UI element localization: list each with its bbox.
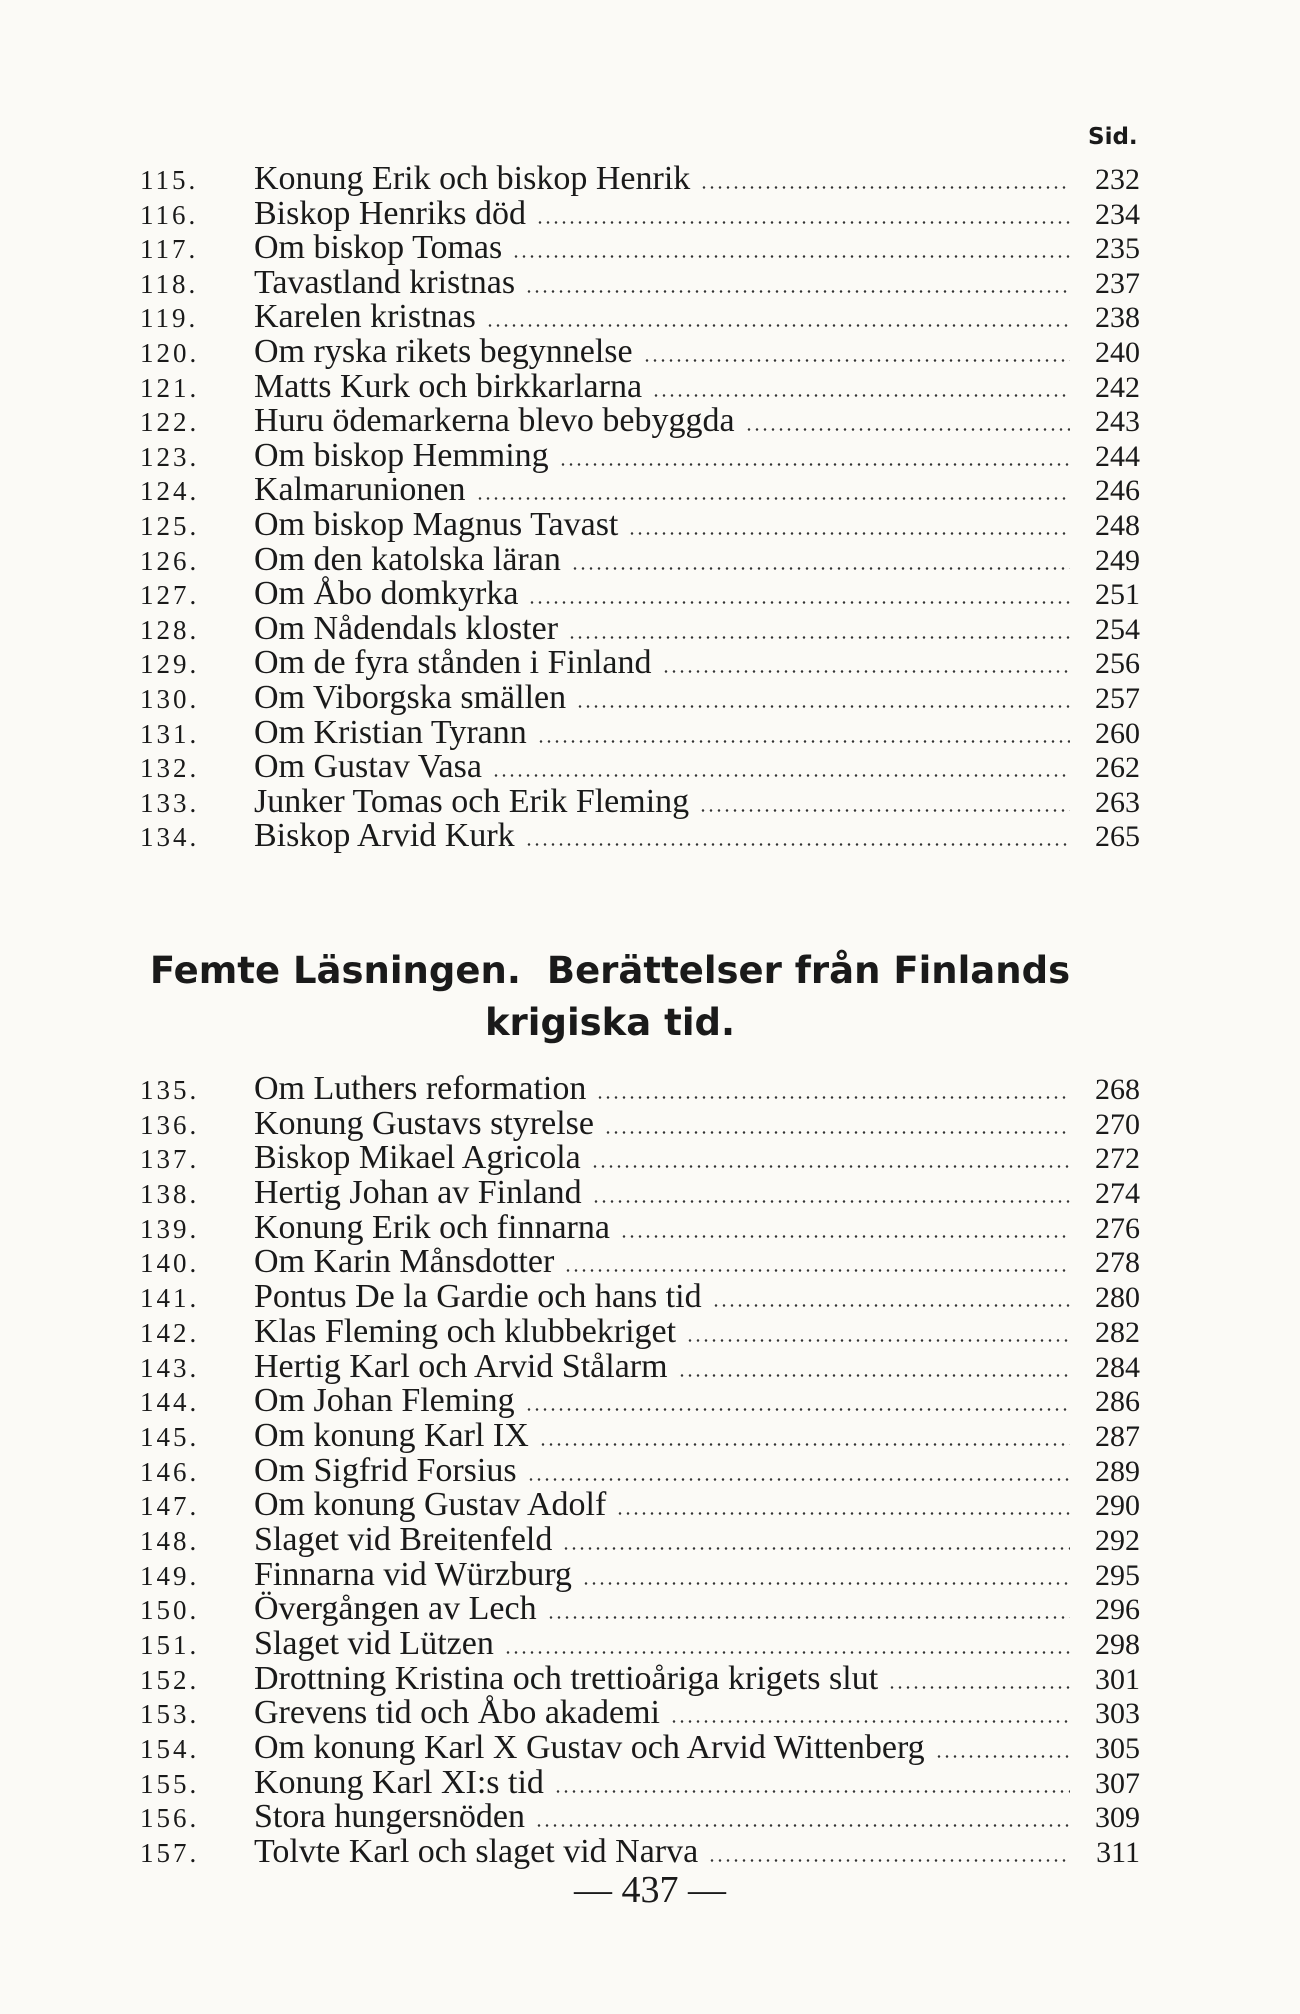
toc-entry-page: 298 (1095, 1628, 1140, 1661)
toc-entry-number: 139. (140, 1213, 200, 1244)
toc-entry-page: 289 (1095, 1454, 1140, 1488)
dot-leader (512, 255, 1070, 258)
toc-entry-title: Om biskop Magnus Tavast (254, 505, 619, 543)
toc-entry-number: 157. (140, 1838, 200, 1869)
toc-entry-number: 140. (140, 1248, 200, 1279)
dot-leader (700, 186, 1070, 189)
toc-entry (140, 646, 1140, 681)
dot-leader (576, 705, 1070, 708)
toc-entry-page: 303 (1095, 1697, 1140, 1731)
dot-leader (662, 670, 1070, 673)
toc-entry-title: Grevens tid och Åbo akademi (254, 1694, 660, 1732)
toc-entry-number: 129. (140, 649, 200, 680)
toc-entry (140, 1659, 1140, 1697)
toc-entry-title: Om Sigfrid Forsius (254, 1451, 517, 1489)
toc-entry (140, 1555, 1140, 1593)
toc-entry-number: 122. (140, 407, 200, 438)
dot-leader (559, 463, 1070, 466)
toc-entry (140, 1176, 1140, 1211)
toc-entry-number: 115. (140, 165, 199, 195)
toc-entry-page: 248 (1095, 508, 1140, 542)
toc-entry-number: 116. (140, 199, 199, 230)
toc-entry-title: Junker Tomas och Erik Fleming (254, 782, 690, 820)
toc-entry-page: 309 (1095, 1801, 1140, 1835)
toc-entry-title: Slaget vid Breitenfeld (254, 1520, 553, 1558)
toc-entry-page: 311 (1096, 1836, 1140, 1870)
dot-leader (686, 1339, 1070, 1342)
dot-leader (537, 740, 1070, 743)
page-number: — 437 — (574, 1869, 726, 1911)
toc-entry-page: 286 (1095, 1385, 1140, 1419)
toc-entry-title: Finnarna vid Würzburg (254, 1555, 572, 1593)
dot-leader (525, 290, 1070, 293)
toc-entry-number: 130. (140, 683, 200, 714)
toc-entry-title: Om Nådendals kloster (254, 609, 559, 647)
toc-entry-page: 246 (1095, 474, 1140, 508)
dot-leader (596, 1096, 1070, 1099)
toc-entry (140, 1104, 1140, 1142)
toc-entry-number: 125. (140, 510, 200, 541)
toc-entry-title: Biskop Arvid Kurk (254, 817, 515, 855)
toc-entry (140, 436, 1140, 474)
dot-leader (604, 1131, 1070, 1134)
toc-entry-title: Kalmarunionen (254, 471, 466, 509)
toc-entry (140, 1696, 1140, 1731)
toc-entry (140, 194, 1140, 232)
toc-entry-number: 146. (140, 1456, 200, 1487)
dot-leader (486, 324, 1070, 327)
dot-leader (591, 1165, 1070, 1168)
dot-leader (564, 1269, 1070, 1272)
toc-entry-number: 126. (140, 545, 200, 576)
dot-leader (535, 1824, 1070, 1827)
dot-leader (620, 1235, 1070, 1238)
toc-entry-title: Konung Erik och finnarna (254, 1208, 610, 1246)
toc-entry-title: Biskop Mikael Agricola (254, 1139, 581, 1177)
dot-leader (708, 1859, 1070, 1862)
toc-entry-title: Huru ödemarkerna blevo bebyggda (254, 402, 735, 440)
dot-leader (745, 428, 1070, 431)
toc-entry-title: Övergången av Lech (254, 1590, 537, 1628)
toc-entry (140, 473, 1140, 508)
toc-entry-title: Om Kristian Tyrann (254, 713, 527, 751)
toc-entry-number: 127. (140, 580, 200, 611)
toc-entry-page: 301 (1095, 1662, 1140, 1696)
toc-entry-number: 123. (140, 441, 200, 472)
toc-entry (140, 1072, 1140, 1107)
toc-entry-title: Om Gustav Vasa (254, 748, 482, 786)
toc-entry-page: 287 (1095, 1419, 1140, 1453)
toc-entry-number: 134. (140, 822, 200, 853)
toc-entry-title: Konung Gustavs styrelse (254, 1104, 594, 1142)
toc-entry (140, 505, 1140, 543)
toc-entry-page: 276 (1095, 1211, 1140, 1245)
dot-leader (678, 1374, 1070, 1377)
toc-entry-title: Klas Fleming och klubbekriget (254, 1312, 677, 1350)
toc-entry-title: Om Åbo domkyrka (254, 575, 519, 613)
toc-entry-number: 117. (140, 234, 199, 265)
toc-entry (140, 1835, 1140, 1870)
toc-entry-page: 265 (1095, 820, 1140, 854)
dot-leader (525, 843, 1070, 846)
toc-entry-page: 274 (1095, 1177, 1140, 1211)
dot-leader (536, 221, 1070, 224)
dot-leader (616, 1512, 1070, 1515)
toc-entry-title: Om konung Karl IX (254, 1416, 529, 1454)
toc-entry (140, 678, 1140, 716)
toc-entry-title: Om Karin Månsdotter (254, 1243, 555, 1281)
toc-entry-page: 243 (1095, 405, 1140, 439)
toc-entry-number: 145. (140, 1421, 200, 1452)
toc-entry-title: Pontus De la Gardie och hans tid (254, 1278, 702, 1316)
toc-entry-page: 232 (1095, 163, 1140, 196)
toc-entry-page: 292 (1095, 1523, 1140, 1557)
dot-leader (527, 1478, 1070, 1481)
toc-entry-title: Slaget vid Lützen (254, 1625, 494, 1662)
toc-entry-title: Drottning Kristina och trettioåriga krigets slut (254, 1659, 879, 1697)
toc-entry (140, 1592, 1140, 1627)
toc-entry-page: 284 (1095, 1350, 1140, 1384)
toc-entry (140, 300, 1140, 335)
toc-entry (140, 1280, 1140, 1315)
dot-leader (582, 1582, 1070, 1585)
toc-entry (140, 1488, 1140, 1523)
toc-entry-title: Biskop Henriks död (254, 194, 526, 232)
toc-entry-number: 154. (140, 1734, 200, 1765)
toc-entry-title: Om konung Gustav Adolf (254, 1486, 607, 1524)
toc-entry (140, 1731, 1140, 1766)
toc-entry (140, 1347, 1140, 1385)
toc-entry-page: 242 (1095, 370, 1140, 404)
toc-entry-number: 121. (140, 372, 200, 403)
toc-entry-title: Om konung Karl X Gustav och Arvid Wittenberg (254, 1729, 925, 1767)
toc-entry-page: 249 (1095, 543, 1140, 577)
toc-entry-page: 295 (1095, 1558, 1140, 1592)
toc-entry-title: Om de fyra stånden i Finland (254, 644, 652, 682)
toc-entry-page: 240 (1095, 335, 1140, 369)
dot-leader (643, 359, 1070, 362)
toc-entry-title: Konung Erik och biskop Henrik (254, 160, 691, 197)
toc-entry-title: Om biskop Hemming (254, 436, 549, 474)
toc-entry-page: 290 (1095, 1489, 1140, 1523)
toc-entry-title: Matts Kurk och birkkarlarna (254, 367, 643, 405)
toc-entry (140, 1627, 1140, 1662)
toc-entry-number: 141. (140, 1283, 200, 1314)
toc-entry-number: 150. (140, 1595, 200, 1626)
toc-entry-page: 296 (1095, 1593, 1140, 1627)
toc-entry-page: 278 (1095, 1246, 1140, 1280)
toc-entry-number: 142. (140, 1317, 200, 1348)
toc-entry-number: 128. (140, 614, 200, 645)
toc-entry-page: 234 (1095, 197, 1140, 231)
toc-entry (140, 540, 1140, 578)
toc-entry-page: 272 (1095, 1142, 1140, 1176)
dot-leader (492, 774, 1070, 777)
dot-leader (592, 1200, 1070, 1203)
toc-entry-number: 133. (140, 787, 200, 818)
toc-entry (140, 609, 1140, 647)
toc-entry-title: Om den katolska läran (254, 540, 561, 578)
toc-entry-number: 137. (140, 1144, 200, 1175)
toc-entry (140, 819, 1140, 854)
toc-entry-page: 256 (1095, 647, 1140, 681)
toc-entry (140, 332, 1140, 370)
toc-entry (140, 231, 1140, 266)
toc-entry (140, 1416, 1140, 1454)
toc-entry (140, 1208, 1140, 1246)
toc-entry-title: Om Johan Fleming (254, 1382, 515, 1420)
dot-leader (562, 1547, 1070, 1550)
toc-entry-number: 153. (140, 1699, 200, 1730)
toc-entry-number: 152. (140, 1664, 200, 1695)
toc-entry-title: Karelen kristnas (254, 298, 476, 336)
toc-entry (140, 1384, 1140, 1419)
toc-entry (140, 577, 1140, 612)
toc-entry-page: 280 (1095, 1281, 1140, 1315)
toc-entry-page: 237 (1095, 266, 1140, 300)
toc-entry-page: 307 (1095, 1766, 1140, 1800)
dot-leader (539, 1443, 1070, 1446)
toc-entry (140, 1763, 1140, 1801)
dot-leader (554, 1790, 1070, 1793)
dot-leader (528, 601, 1070, 604)
toc-entry-number: 156. (140, 1803, 200, 1834)
dot-leader (547, 1616, 1070, 1619)
toc-list-section-2 (140, 1072, 1140, 1870)
toc-entry-title: Hertig Karl och Arvid Stålarm (254, 1347, 668, 1385)
toc-entry (140, 750, 1140, 785)
section-heading-part-1: Femte Läsningen. (149, 949, 521, 992)
toc-entry-number: 118. (140, 268, 199, 299)
toc-entry-number: 151. (140, 1630, 200, 1660)
toc-entry-number: 144. (140, 1387, 200, 1418)
toc-entry (140, 1800, 1140, 1835)
toc-entry (140, 404, 1140, 439)
toc-entry-number: 149. (140, 1560, 200, 1591)
page-column-label: Sid. (1088, 124, 1138, 150)
toc-entry-page: 244 (1095, 439, 1140, 473)
dot-leader (652, 394, 1070, 397)
dot-leader (712, 1304, 1070, 1307)
toc-entry-page: 257 (1095, 681, 1140, 715)
toc-entry-page: 238 (1095, 301, 1140, 335)
toc-entry-page: 235 (1095, 232, 1140, 266)
dot-leader (476, 497, 1071, 500)
toc-entry-number: 147. (140, 1491, 200, 1522)
toc-entry-number: 119. (140, 303, 199, 334)
dot-leader (935, 1755, 1070, 1758)
dot-leader (504, 1651, 1070, 1654)
dot-leader (888, 1686, 1070, 1689)
toc-entry (140, 1451, 1140, 1489)
toc-entry-title: Tavastland kristnas (254, 263, 516, 301)
toc-entry (140, 1245, 1140, 1280)
toc-entry-page: 263 (1095, 785, 1140, 819)
toc-entry-number: 132. (140, 753, 200, 784)
dot-leader (628, 532, 1070, 535)
toc-entry-page: 254 (1095, 612, 1140, 646)
toc-entry-number: 124. (140, 476, 200, 507)
toc-entry-title: Om biskop Tomas (254, 229, 503, 267)
toc-entry-number: 135. (140, 1075, 200, 1105)
toc-entry (140, 1520, 1140, 1558)
toc-entry-page: 270 (1095, 1107, 1140, 1141)
toc-entry (140, 162, 1140, 197)
toc-entry (140, 1312, 1140, 1350)
toc-entry-number: 143. (140, 1352, 200, 1383)
toc-entry (140, 367, 1140, 405)
toc-entry-number: 155. (140, 1768, 200, 1799)
dot-leader (525, 1408, 1070, 1411)
toc-entry-number: 136. (140, 1109, 200, 1140)
toc-entry (140, 713, 1140, 751)
toc-entry-page: 262 (1095, 751, 1140, 785)
toc-entry-title: Tolvte Karl och slaget vid Narva (254, 1833, 699, 1871)
dot-leader (571, 567, 1070, 570)
toc-entry (140, 1141, 1140, 1176)
toc-entry-page: 268 (1095, 1073, 1140, 1106)
toc-entry-page: 282 (1095, 1315, 1140, 1349)
toc-entry-title: Om ryska rikets begynnelse (254, 332, 633, 370)
toc-entry (140, 782, 1140, 820)
dot-leader (699, 809, 1070, 812)
toc-entry-page: 305 (1095, 1732, 1140, 1766)
toc-entry-title: Om Viborgska smällen (254, 678, 567, 716)
toc-list-section-1 (140, 162, 1140, 854)
dot-leader (568, 636, 1070, 639)
section-heading (130, 945, 1090, 1049)
toc-entry-title: Konung Karl XI:s tid (254, 1763, 544, 1801)
toc-entry (140, 263, 1140, 301)
dot-leader (670, 1720, 1070, 1723)
toc-entry-page: 260 (1095, 716, 1140, 750)
toc-entry-number: 120. (140, 337, 200, 368)
toc-entry-number: 138. (140, 1179, 200, 1210)
toc-entry-number: 148. (140, 1525, 200, 1556)
toc-entry-title: Om Luthers reformation (254, 1070, 587, 1107)
toc-entry-title: Stora hungersnöden (254, 1798, 526, 1836)
toc-entry-number: 131. (140, 718, 200, 749)
toc-entry-title: Hertig Johan av Finland (254, 1174, 582, 1212)
section-heading-part-2: Berättelser från Finlands krigiska tid. (484, 949, 1071, 1044)
toc-entry-page: 251 (1095, 578, 1140, 612)
